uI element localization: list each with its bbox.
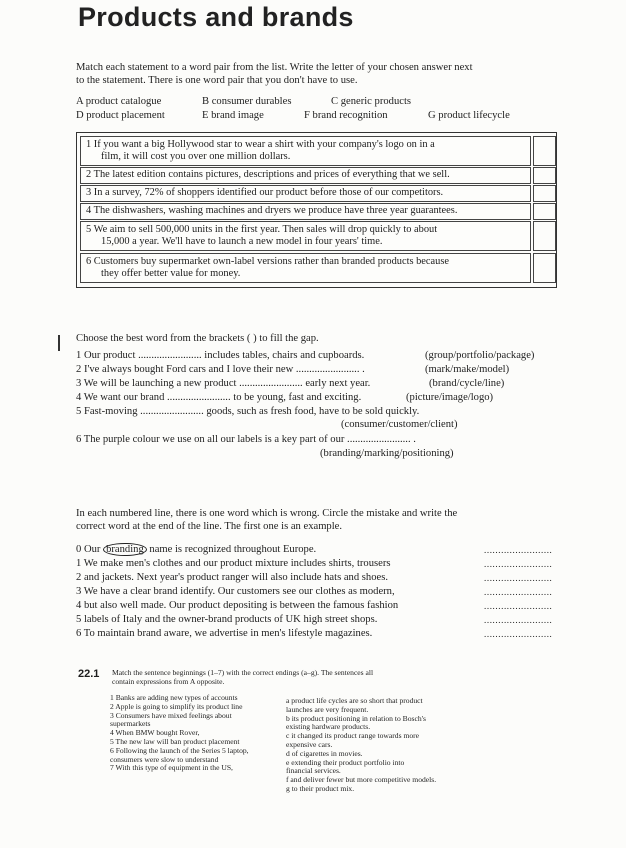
answer-box-1[interactable] [533,136,556,166]
option-e: E brand image [202,110,264,121]
gap-item-5: 5 Fast-moving ........................ goods, such as fresh food, have to be sold quickly. [76,406,420,417]
statement-6: 6 Customers buy supermarket own-label versions rather than branded products because they offer better value for money. [80,253,531,283]
section4-instructions-line1: Match the sentence beginnings (1–7) with the correct endings (a–g). The sentences all [112,668,374,677]
answer-box-2[interactable] [533,167,556,184]
answer-blank-1[interactable]: ........................ [484,559,553,569]
statements-table [76,132,557,288]
gap-choice-1: (group/portfolio/package) [425,350,535,361]
answer-box-6[interactable] [533,253,556,283]
gap-choice-3: (brand/cycle/line) [429,378,505,389]
error-line-2: 2 and jackets. Next year's product ranger will also include hats and shoes. [76,572,388,583]
section1-instructions-line2: to the statement. There is one word pair that you don't have to use. [76,75,358,86]
statement-4: 4 The dishwashers, washing machines and dryers we produce have three year guarantees. [80,203,531,220]
gap-choice-6: (branding/marking/positioning) [320,448,454,459]
section1-instructions-line1: Match each statement to a word pair from the list. Write the letter of your chosen answer next [76,62,473,73]
margin-mark [58,335,60,351]
answer-box-5[interactable] [533,221,556,251]
circled-word: branding [103,543,147,556]
gap-item-3: 3 We will be launching a new product ........................ early next year. [76,378,371,389]
error-line-6: 6 To maintain brand aware, we advertise in men's lifestyle magazines. [76,628,373,639]
answer-blank-0[interactable]: ........................ [484,545,553,555]
sentence-beginnings: 1 Banks are adding new types of accounts 2 Apple is going to simplify its product line 3 Consumers have mixed feelings about supermarkets 4 When BMW bought Rover, 5 The new law will ban product placement 6 Following the launch of the Series 5 laptop, consumers were slow to understand 7 With this type of equipment in the US, [110,693,249,773]
gap-item-2: 2 I've always bought Ford cars and I love their new ........................ . [76,364,365,375]
option-b: B consumer durables [202,96,292,107]
answer-blank-4[interactable]: ........................ [484,601,553,611]
section4-instructions-line2: contain expressions from A opposite. [112,677,225,686]
answer-blank-6[interactable]: ........................ [484,629,553,639]
gap-item-4: 4 We want our brand ........................ to be young, fast and exciting. [76,392,362,403]
error-line-4: 4 but also well made. Our product depositing is between the famous fashion [76,600,399,611]
exercise-number: 22.1 [78,668,100,680]
option-c: C generic products [331,96,412,107]
statement-3: 3 In a survey, 72% of shoppers identified our product before those of our competitors. [80,185,531,202]
answer-box-4[interactable] [533,203,556,220]
answer-blank-5[interactable]: ........................ [484,615,553,625]
gap-choice-5: (consumer/customer/client) [341,419,458,430]
answer-blank-3[interactable]: ........................ [484,587,553,597]
statement-5: 5 We aim to sell 500,000 units in the first year. Then sales will drop quickly to about 15,000 a year. We'll have to launch a new model in four years' time. [80,221,531,251]
gap-item-6: 6 The purple colour we use on all our labels is a key part of our ........................ . [76,434,416,445]
error-line-5: 5 labels of Italy and the owner-brand products of UK high street shops. [76,614,378,625]
error-line-3: 3 We have a clear brand identify. Our customers see our clothes as modern, [76,586,395,597]
option-d: D product placement [76,110,165,121]
error-line-1: 1 We make men's clothes and our product mixture includes shirts, trousers [76,558,391,569]
option-a: A product catalogue [76,96,162,107]
section3-instructions-line1: In each numbered line, there is one word which is wrong. Circle the mistake and write the [76,508,458,519]
option-f: F brand recognition [304,110,388,121]
option-g: G product lifecycle [428,110,510,121]
statement-1: 1 If you want a big Hollywood star to wear a shirt with your company's logo on in a film, it will cost you over one million dollars. [80,136,531,166]
sentence-endings: a product life cycles are so short that product launches are very frequent. b its product positioning in relation to Bosch's existing hardware products. c it changed its product range towards more expensive cars. d of cigarettes in movies. e extending their product portfolio into financial services. f and deliver fewer but more competitive models. g to their product mix. [286,696,437,793]
error-line-0: 0 Our branding name is recognized throughout Europe. [76,544,317,555]
statement-2: 2 The latest edition contains pictures, descriptions and prices of everything that we sell. [80,167,531,184]
answer-blank-2[interactable]: ........................ [484,573,553,583]
answer-box-3[interactable] [533,185,556,202]
section2-instructions: Choose the best word from the brackets ( ) to fill the gap. [76,333,319,344]
gap-item-1: 1 Our product ........................ includes tables, chairs and cupboards. [76,350,365,361]
gap-choice-4: (picture/image/logo) [406,392,494,403]
gap-choice-2: (mark/make/model) [425,364,510,375]
page-title: Products and brands [78,2,354,32]
section3-instructions-line2: correct word at the end of the line. The first one is an example. [76,521,343,532]
